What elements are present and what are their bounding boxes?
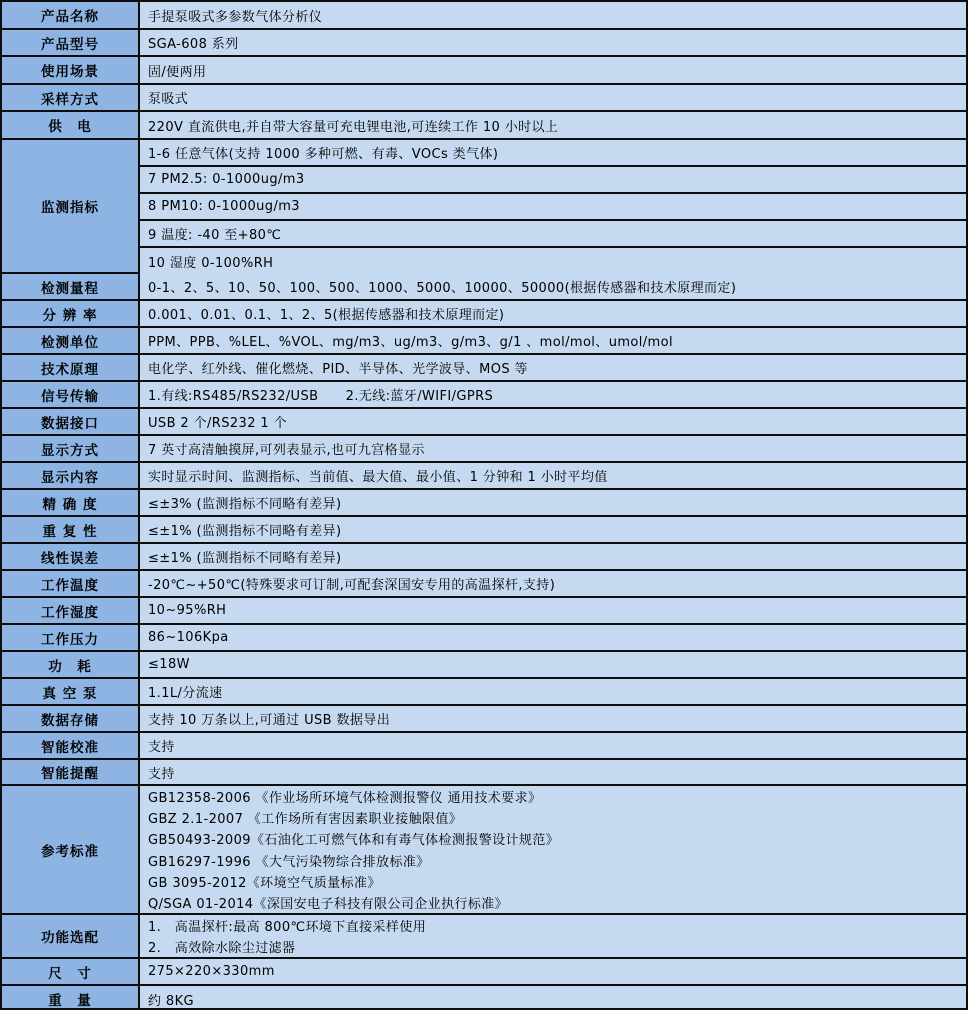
value-line: 2. 高效除水除尘过滤器 xyxy=(148,941,296,956)
value-line: Q/SGA 01-2014《深国安电子科技有限公司企业执行标准》 xyxy=(148,896,509,912)
row-value: 电化学、红外线、催化燃烧、PID、半导体、光学波导、MOS 等 xyxy=(140,355,966,380)
row-label: 智能校准 xyxy=(2,733,140,758)
row-value-multiline xyxy=(140,786,966,913)
row-value: 实时显示时间、监测指标、当前值、最大值、最小值、1 分钟和 1 小时平均值 xyxy=(140,463,966,488)
table-row xyxy=(2,2,966,30)
row-value: 275×220×330mm xyxy=(140,959,966,984)
row-label: 信号传输 xyxy=(2,382,140,407)
row-label: 工作湿度 xyxy=(2,598,140,623)
sub-row-value: 1-6 任意气体(支持 1000 多种可燃、有毒、VOCs 类气体) xyxy=(140,140,966,167)
value-line: GB 3095-2012《环境空气质量标准》 xyxy=(148,875,381,891)
row-label: 分 辨 率 xyxy=(2,301,140,326)
sub-row-value: 10 湿度 0-100%RH xyxy=(140,248,966,274)
sub-row-value: 8 PM10: 0-1000ug/m3 xyxy=(140,194,966,221)
row-label: 显示内容 xyxy=(2,463,140,488)
row-value: ≤±3% (监测指标不同略有差异) xyxy=(140,490,966,515)
table-row xyxy=(2,57,966,85)
table-row xyxy=(2,733,966,760)
table-row xyxy=(2,598,966,625)
value-line: GBZ 2.1-2007 《工作场所有害因素职业接触限值》 xyxy=(148,812,463,828)
row-value: 0-1、2、5、10、50、100、500、1000、5000、10000、50000(根据传感器和技术原理而定) xyxy=(140,274,966,299)
row-label: 精 确 度 xyxy=(2,490,140,515)
table-row xyxy=(2,517,966,544)
table-row xyxy=(2,328,966,355)
row-value: 约 8KG xyxy=(140,986,966,1010)
row-label: 工作温度 xyxy=(2,571,140,596)
row-value: 1.有线:RS485/RS232/USB 2.无线:蓝牙/WIFI/GPRS xyxy=(140,382,966,407)
sub-row-value: 9 温度: -40 至+80℃ xyxy=(140,221,966,248)
row-label: 真 空 泵 xyxy=(2,679,140,704)
table-row xyxy=(2,760,966,786)
table-row xyxy=(2,301,966,328)
table-row xyxy=(2,625,966,652)
row-value: ≤±1% (监测指标不同略有差异) xyxy=(140,544,966,569)
table-row xyxy=(2,140,966,274)
row-value: 固/便两用 xyxy=(140,57,966,83)
row-label: 使用场景 xyxy=(2,57,140,83)
row-label: 功能选配 xyxy=(2,915,140,957)
row-value: ≤18W xyxy=(140,652,966,677)
table-row xyxy=(2,679,966,706)
row-value: 220V 直流供电,并自带大容量可充电锂电池,可连续工作 10 小时以上 xyxy=(140,112,966,138)
row-value: 泵吸式 xyxy=(140,85,966,110)
table-row xyxy=(2,436,966,463)
table-row xyxy=(2,355,966,382)
table-row xyxy=(2,652,966,679)
row-value: 手提泵吸式多参数气体分析仪 xyxy=(140,2,966,28)
table-row xyxy=(2,544,966,571)
table-row xyxy=(2,986,966,1010)
table-row xyxy=(2,915,966,959)
row-label: 供 电 xyxy=(2,112,140,138)
row-value: 1.1L/分流速 xyxy=(140,679,966,704)
table-row xyxy=(2,409,966,436)
table-row xyxy=(2,959,966,986)
row-label: 显示方式 xyxy=(2,436,140,461)
row-value-multiline xyxy=(140,915,966,957)
table-row xyxy=(2,463,966,490)
value-line: 1. 高温探杆:最高 800℃环境下直接采样使用 xyxy=(148,920,427,935)
row-value: -20℃~+50℃(特殊要求可订制,可配套深国安专用的高温探杆,支持) xyxy=(140,571,966,596)
row-label: 重 量 xyxy=(2,986,140,1010)
table-row xyxy=(2,85,966,112)
row-label: 监测指标 xyxy=(2,140,140,272)
row-value: ≤±1% (监测指标不同略有差异) xyxy=(140,517,966,542)
row-label: 重 复 性 xyxy=(2,517,140,542)
row-label: 检测量程 xyxy=(2,274,140,299)
value-line: GB50493-2009《石油化工可燃气体和有毒气体检测报警设计规范》 xyxy=(148,833,560,849)
table-row xyxy=(2,706,966,733)
row-label: 线性误差 xyxy=(2,544,140,569)
row-label: 参考标准 xyxy=(2,786,140,913)
row-value: 支持 10 万条以上,可通过 USB 数据导出 xyxy=(140,706,966,731)
table-row xyxy=(2,274,966,301)
table-row xyxy=(2,571,966,598)
row-label: 技术原理 xyxy=(2,355,140,380)
row-value: USB 2 个/RS232 1 个 xyxy=(140,409,966,434)
table-row xyxy=(2,382,966,409)
row-value: 支持 xyxy=(140,760,966,784)
row-label: 采样方式 xyxy=(2,85,140,110)
value-line: GB12358-2006 《作业场所环境气体检测报警仪 通用技术要求》 xyxy=(148,791,542,807)
table-row xyxy=(2,30,966,57)
row-value: 10~95%RH xyxy=(140,598,966,623)
row-value: SGA-608 系列 xyxy=(140,30,966,55)
row-label: 尺 寸 xyxy=(2,959,140,984)
row-label: 产品名称 xyxy=(2,2,140,28)
row-label: 智能提醒 xyxy=(2,760,140,784)
row-value: 7 英寸高清触摸屏,可列表显示,也可九宫格显示 xyxy=(140,436,966,461)
row-label: 产品型号 xyxy=(2,30,140,55)
sub-row-value: 7 PM2.5: 0-1000ug/m3 xyxy=(140,167,966,194)
table-row xyxy=(2,786,966,915)
row-label: 数据存储 xyxy=(2,706,140,731)
row-value: PPM、PPB、%LEL、%VOL、mg/m3、ug/m3、g/m3、g/1 、mol/mol、umol/mol xyxy=(140,328,966,353)
sub-row-group xyxy=(140,140,966,272)
table-row xyxy=(2,490,966,517)
table-row xyxy=(2,112,966,140)
row-label: 功 耗 xyxy=(2,652,140,677)
row-value: 86~106Kpa xyxy=(140,625,966,650)
row-label: 检测单位 xyxy=(2,328,140,353)
row-label: 工作压力 xyxy=(2,625,140,650)
row-value: 0.001、0.01、0.1、1、2、5(根据传感器和技术原理而定) xyxy=(140,301,966,326)
row-value: 支持 xyxy=(140,733,966,758)
value-line: GB16297-1996 《大气污染物综合排放标准》 xyxy=(148,854,430,870)
row-label: 数据接口 xyxy=(2,409,140,434)
